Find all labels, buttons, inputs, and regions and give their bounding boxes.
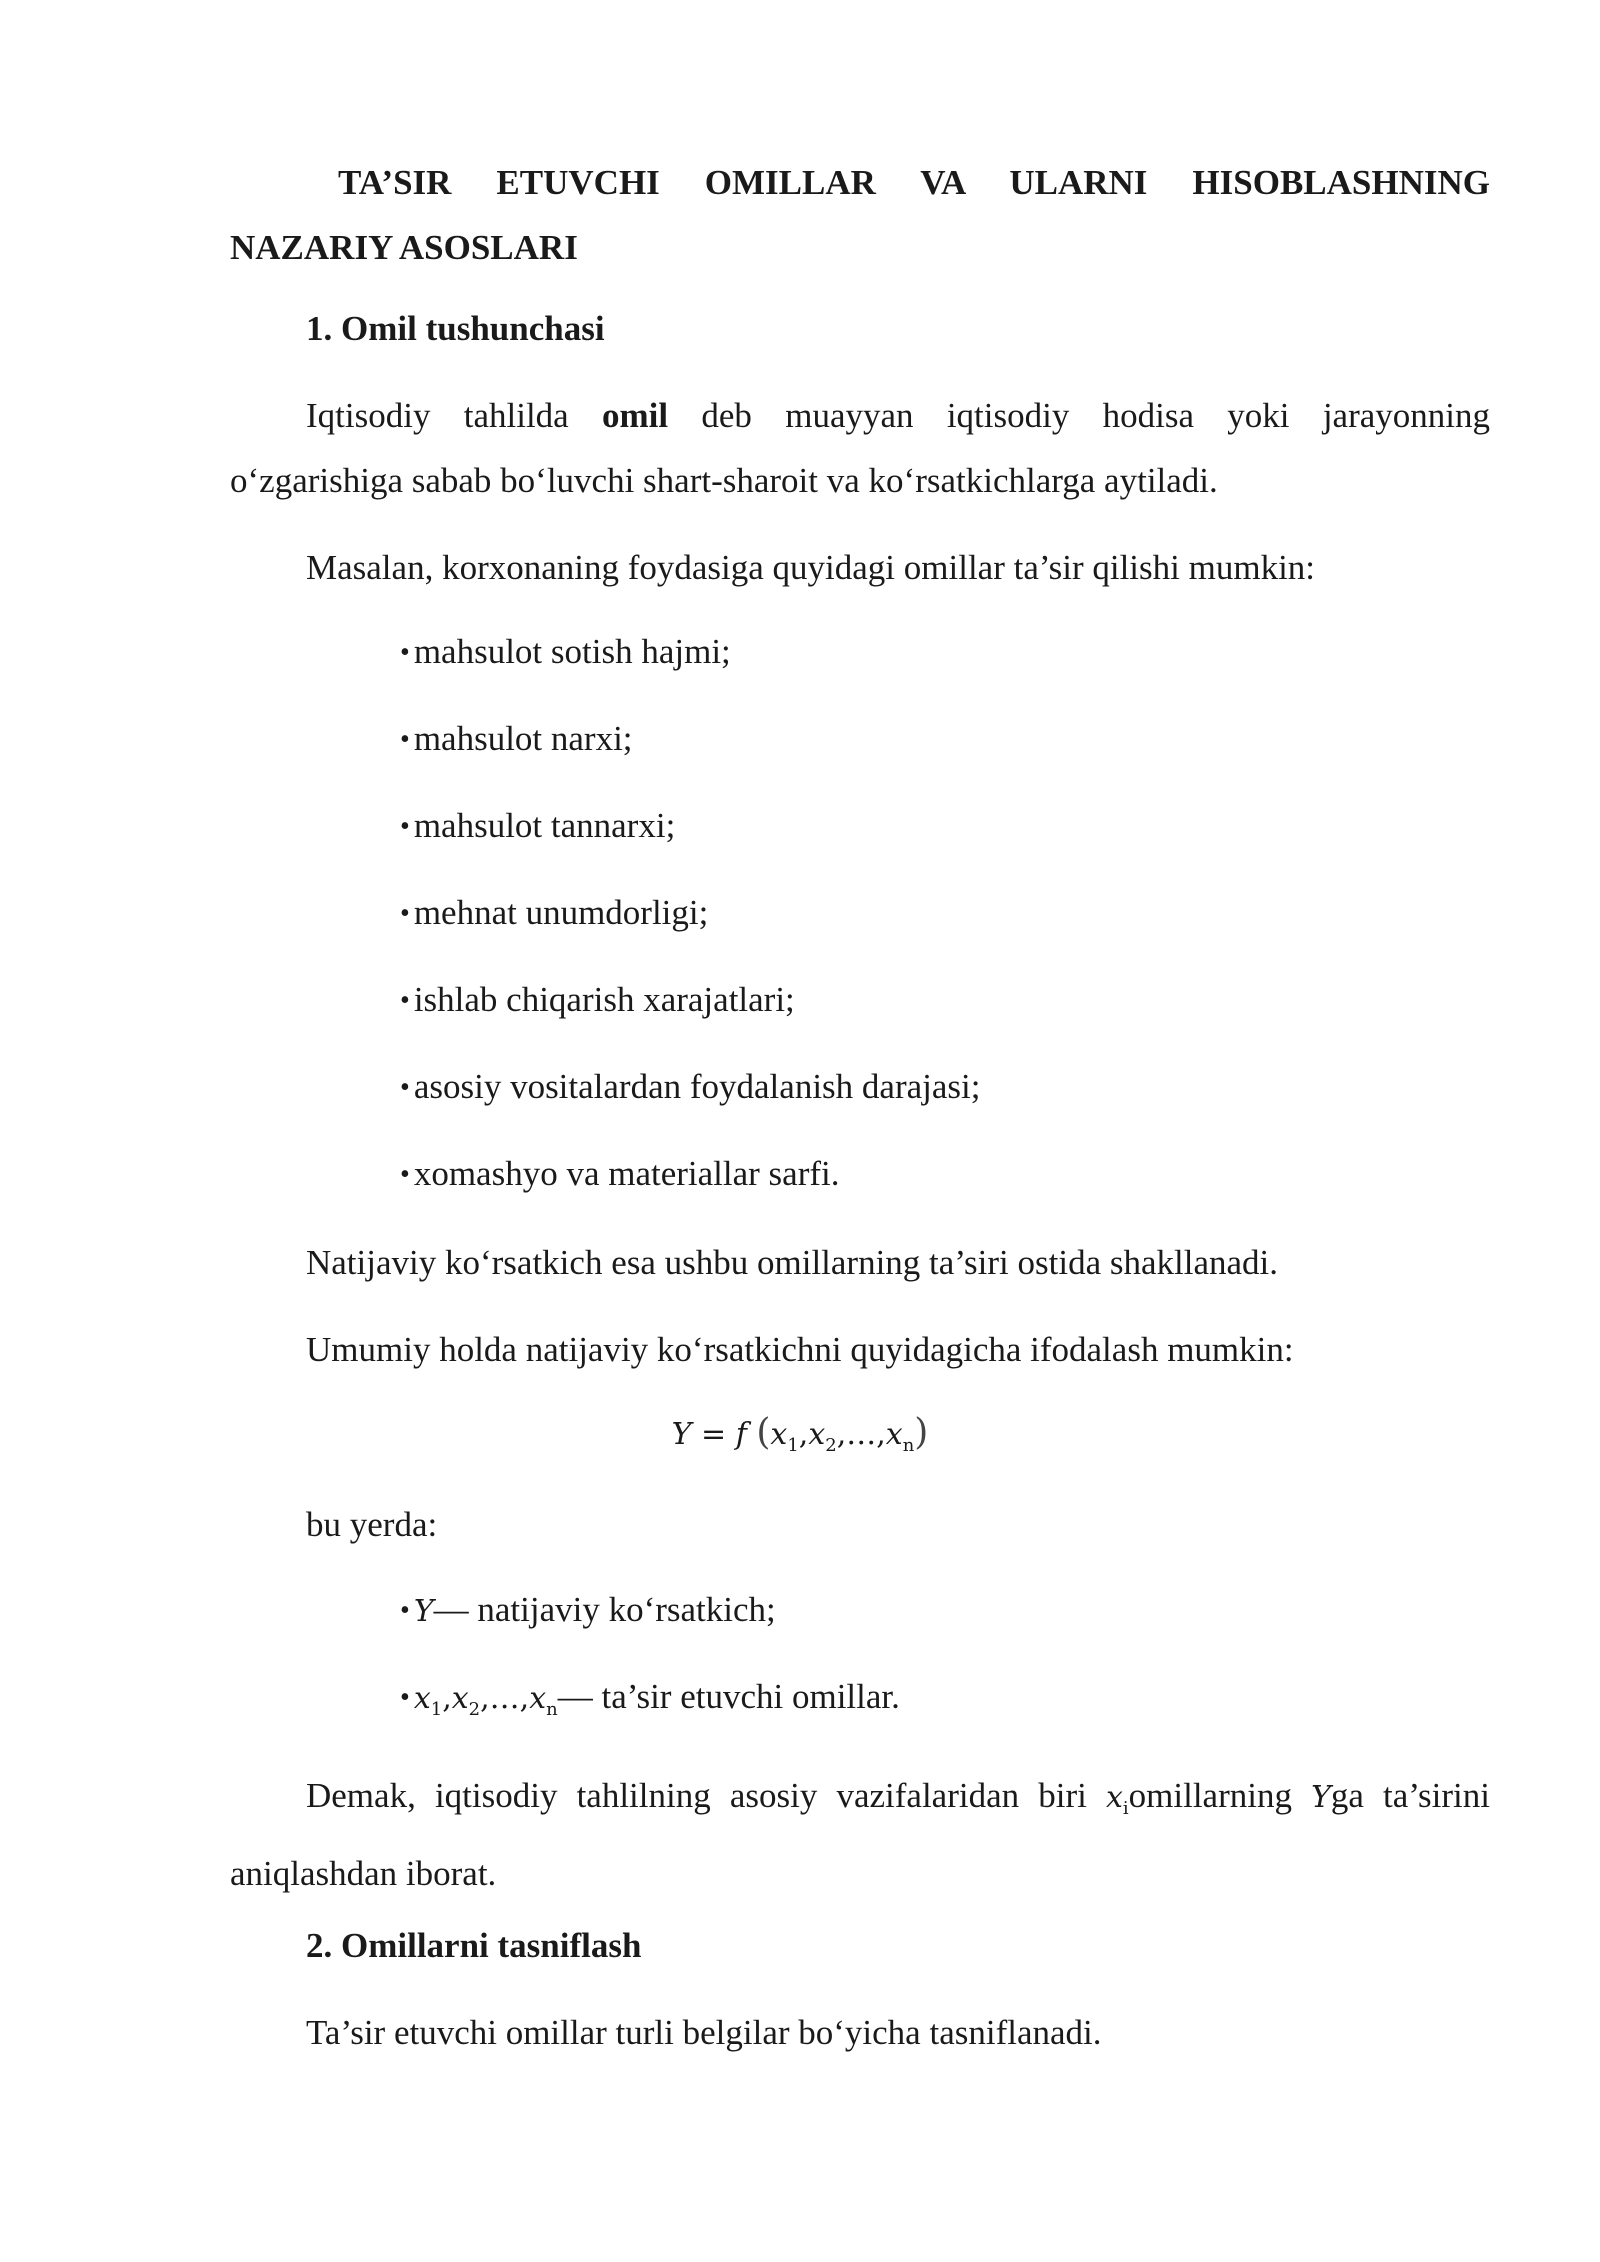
formula-y: Y bbox=[671, 1417, 692, 1452]
conclusion-line-1: Demak, iqtisodiy tahlilning asosiy vazifalaridan biri $x_iomillarning$ Yga ta’sirini bbox=[306, 1776, 1490, 1819]
classification-sentence: Ta’sir etuvchi omillar turli belgilar bo‘yicha tasniflanadi. bbox=[306, 2013, 1102, 2052]
definition-line-1 bbox=[230, 383, 1490, 448]
variable-symbol: $x_1,x_2,\dots,x_n$ bbox=[413, 1681, 558, 1720]
list-item bbox=[400, 806, 980, 893]
general-form-intro: Umumiy holda natijaviy ko‘rsatkichni quyidagicha ifodalash mumkin: bbox=[306, 1330, 1294, 1369]
result-sentence: Natijaviy ko‘rsatkich esa ushbu omillarning ta’siri ostida shakllanadi. bbox=[306, 1243, 1279, 1282]
factor-text: ishlab chiqarish xarajatlari; bbox=[413, 980, 795, 1019]
definition-line-2: o‘zgarishiga sabab bo‘luvchi shart-sharoit va ko‘rsatkichlarga aytiladi. bbox=[230, 461, 1218, 500]
list-item bbox=[400, 1677, 900, 1764]
formula-xn: x bbox=[885, 1417, 903, 1452]
section-2-heading: 2. Omillarni tasniflash bbox=[306, 1926, 642, 1965]
variable-symbol: Y bbox=[413, 1594, 434, 1629]
formula-rparen: ) bbox=[914, 1412, 929, 1453]
definition-paragraph bbox=[230, 383, 1490, 513]
bullet-icon: • bbox=[400, 1159, 410, 1190]
bullet-icon: • bbox=[400, 724, 410, 755]
definition-text-end: deb muayyan iqtisodiy hodisa yoki jarayonning bbox=[668, 396, 1490, 435]
list-item bbox=[400, 632, 980, 719]
formula-x1: x bbox=[770, 1417, 788, 1452]
bullet-icon: • bbox=[400, 1595, 410, 1626]
list-item bbox=[400, 1590, 900, 1677]
bullet-icon: • bbox=[400, 811, 410, 842]
bullet-icon: • bbox=[400, 1072, 410, 1103]
where-label: bu yerda: bbox=[306, 1505, 438, 1544]
document-title bbox=[230, 150, 1490, 280]
list-item bbox=[400, 893, 980, 980]
factor-text: xomashyo va materiallar sarfi. bbox=[413, 1154, 840, 1193]
formula-ellipsis: … bbox=[846, 1417, 877, 1452]
formula-lparen: ( bbox=[756, 1412, 771, 1453]
conclusion-y: Y bbox=[1311, 1780, 1331, 1815]
formula-comma: , bbox=[798, 1417, 809, 1452]
formula-f: f bbox=[735, 1417, 747, 1452]
formula-sub-1: 1 bbox=[787, 1435, 799, 1456]
formula-equals: = bbox=[701, 1417, 727, 1452]
formula-sub-2: 2 bbox=[825, 1435, 837, 1456]
formula-comma: , bbox=[876, 1417, 886, 1452]
conclusion-paragraph bbox=[230, 1763, 1490, 1906]
factors-list bbox=[400, 632, 980, 1241]
title-line-2: NAZARIY ASOSLARI bbox=[230, 228, 578, 267]
variables-list bbox=[400, 1590, 900, 1764]
list-item bbox=[400, 1154, 980, 1241]
formula bbox=[0, 1412, 1600, 1456]
formula-x2: x bbox=[808, 1417, 826, 1452]
factor-text: mehnat unumdorligi; bbox=[413, 893, 709, 932]
formula-expression bbox=[671, 1412, 929, 1456]
example-intro: Masalan, korxonaning foydasiga quyidagi omillar ta’sir qilishi mumkin: bbox=[306, 548, 1316, 587]
variable-description: — ta’sir etuvchi omillar. bbox=[557, 1677, 900, 1716]
factor-text: mahsulot narxi; bbox=[413, 719, 633, 758]
formula-sub-n: n bbox=[902, 1435, 915, 1456]
section-1-heading: 1. Omil tushunchasi bbox=[306, 309, 605, 348]
list-item bbox=[400, 719, 980, 806]
bullet-icon: • bbox=[400, 637, 410, 668]
definition-text-start: Iqtisodiy tahlilda bbox=[306, 396, 602, 435]
definition-term: omil bbox=[602, 396, 669, 435]
list-item bbox=[400, 980, 980, 1067]
formula-comma: , bbox=[836, 1417, 847, 1452]
bullet-icon: • bbox=[400, 985, 410, 1016]
variable-description: — natijaviy ko‘rsatkich; bbox=[433, 1590, 776, 1629]
list-item bbox=[400, 1067, 980, 1154]
bullet-icon: • bbox=[400, 1682, 410, 1713]
conclusion-line-2: aniqlashdan iborat. bbox=[230, 1854, 497, 1893]
factor-text: asosiy vositalardan foydalanish darajasi; bbox=[413, 1067, 981, 1106]
factor-text: mahsulot sotish hajmi; bbox=[413, 632, 731, 671]
factor-text: mahsulot tannarxi; bbox=[413, 806, 676, 845]
bullet-icon: • bbox=[400, 898, 410, 929]
conclusion-xi: $x_i$ bbox=[1105, 1780, 1129, 1819]
title-line-1: TA’SIR ETUVCHI OMILLAR VA ULARNI HISOBLASHNING bbox=[338, 163, 1490, 202]
